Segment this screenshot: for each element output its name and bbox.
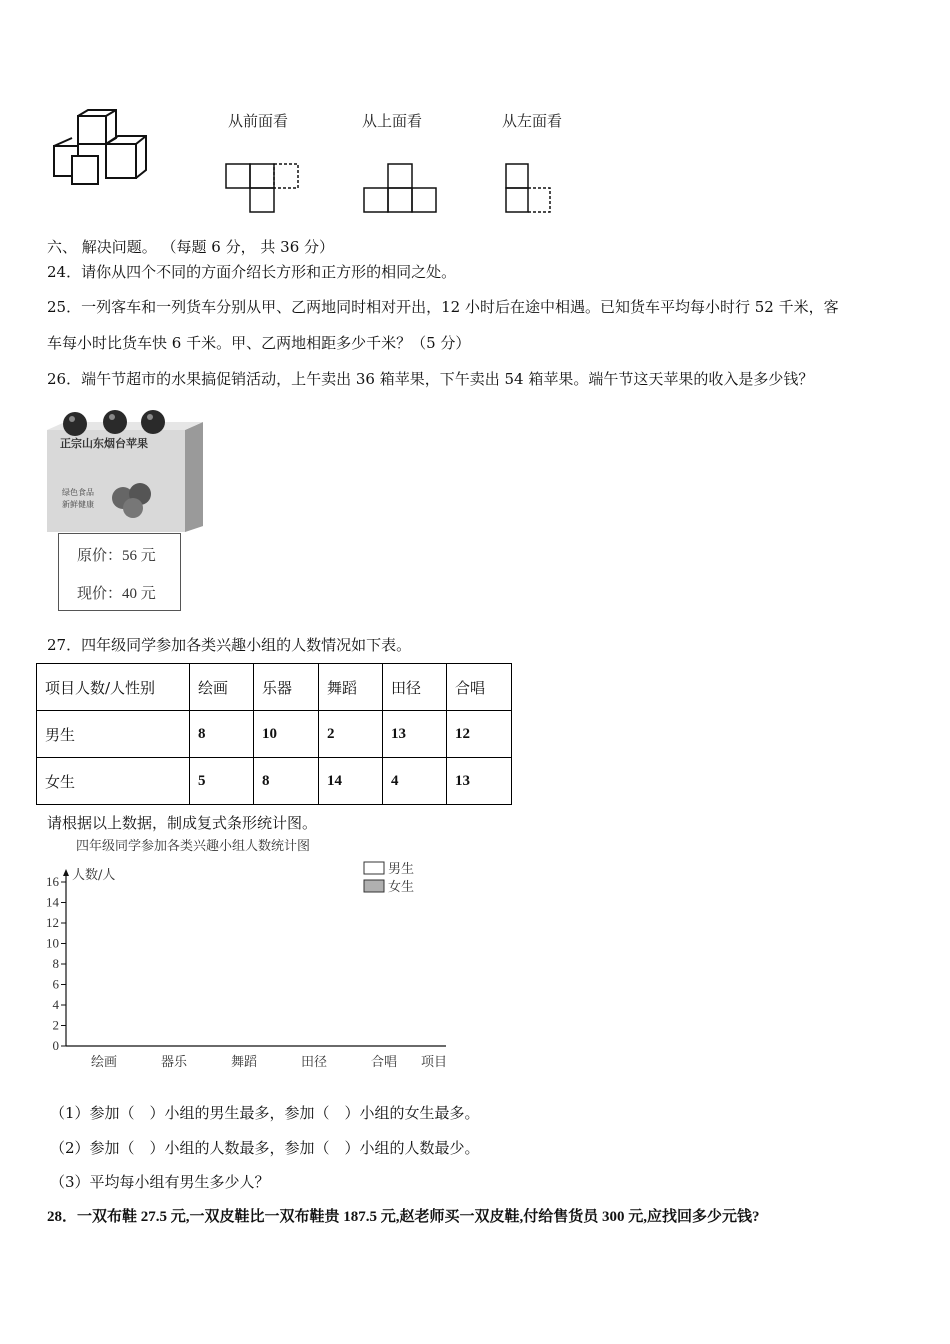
- y-tick-label: 12: [46, 915, 59, 930]
- row-label: 男生: [37, 711, 190, 758]
- table-header-cell: 乐器: [254, 664, 319, 711]
- table-cell: 8: [190, 711, 254, 758]
- top-view-drawing: [360, 160, 440, 216]
- table-row: [37, 711, 512, 758]
- table-header-row: [37, 664, 512, 711]
- x-category-label: 合唱: [370, 1055, 398, 1070]
- x-category-label: 绘画: [90, 1055, 118, 1070]
- chart-title: 四年级同学参加各类兴趣小组人数统计图: [76, 839, 311, 854]
- table-cell: 5: [190, 758, 254, 805]
- legend-swatch: [364, 862, 384, 874]
- y-tick-label: 2: [52, 1017, 59, 1033]
- y-tick-label: 4: [52, 997, 59, 1012]
- x-category-label: 器乐: [160, 1055, 188, 1070]
- question-25-line2: 车每小时比货车快 6 千米。甲、乙两地相距多少千米？（5 分）: [47, 334, 471, 352]
- table-header-cell: 田径: [383, 664, 447, 711]
- question-26: 26．端午节超市的水果搞促销活动，上午卖出 36 箱苹果，下午卖出 54 箱苹果。端午节这天苹果的收入是多少钱？: [47, 370, 814, 388]
- table-header-cell: 合唱: [447, 664, 512, 711]
- question-28: 28．一双布鞋 27.5 元,一双皮鞋比一双布鞋贵 187.5 元,赵老师买一双皮鞋,付给售货员 300 元,应找回多少元钱?: [47, 1209, 760, 1225]
- question-27-intro: 27．四年级同学参加各类兴趣小组的人数情况如下表。: [47, 636, 412, 654]
- interest-group-table: [36, 663, 512, 805]
- table-cell: 14: [319, 758, 383, 805]
- price-box: [58, 533, 181, 611]
- y-tick-label: 6: [52, 976, 59, 992]
- y-tick-label: 14: [46, 894, 59, 910]
- table-row: [37, 758, 512, 805]
- table-header-cell: 舞蹈: [319, 664, 383, 711]
- left-view-label: 从左面看: [502, 112, 563, 130]
- front-view-drawing: [222, 160, 302, 216]
- table-header-cell: 项目人数/人性别: [37, 664, 190, 711]
- section-heading: 六、 解决问题。 （每题 6 分， 共 36 分）: [47, 238, 335, 256]
- y-axis-arrow: [63, 869, 69, 876]
- table-cell: 10: [254, 711, 319, 758]
- y-tick-label: 8: [52, 956, 59, 971]
- chart-instruction: 请根据以上数据，制成复式条形统计图。: [47, 814, 318, 832]
- question-27-sub1: （1）参加（ ）小组的男生最多，参加（ ）小组的女生最多。: [50, 1104, 480, 1122]
- x-category-label: 田径: [300, 1055, 328, 1070]
- cube-stack-figure: [50, 108, 150, 188]
- table-header-cell: 绘画: [190, 664, 254, 711]
- table-cell: 12: [447, 711, 512, 758]
- row-label: 女生: [37, 758, 190, 805]
- table-cell: 13: [447, 758, 512, 805]
- table-cell: 13: [383, 711, 447, 758]
- table-cell: 2: [319, 711, 383, 758]
- table-cell: 4: [383, 758, 447, 805]
- apple-box-brand: 正宗山东烟台苹果: [60, 437, 148, 450]
- front-view-label: 从前面看: [228, 112, 289, 130]
- question-27-sub2: （2）参加（ ）小组的人数最多，参加（ ）小组的人数最少。: [50, 1139, 480, 1157]
- top-view-label: 从上面看: [362, 112, 423, 130]
- legend-label: 男生: [388, 862, 415, 877]
- apple-box-tag1: 绿色食品: [62, 488, 94, 497]
- apple-box-illustration: [45, 404, 207, 532]
- x-category-label: 舞蹈: [230, 1055, 258, 1070]
- y-tick-label: 0: [52, 1038, 59, 1053]
- current-price: 现价：40 元: [77, 586, 156, 602]
- legend-swatch: [364, 880, 384, 892]
- table-cell: 8: [254, 758, 319, 805]
- y-axis-label: 人数/人: [72, 868, 116, 883]
- original-price: 原价：56 元: [77, 548, 156, 564]
- left-view-drawing: [502, 160, 558, 216]
- x-axis-label: 项目: [420, 1055, 448, 1070]
- legend-label: 女生: [388, 880, 415, 895]
- y-tick-label: 16: [46, 874, 59, 889]
- question-24: 24．请你从四个不同的方面介绍长方形和正方形的相同之处。: [47, 263, 457, 281]
- y-tick-label: 10: [46, 935, 59, 951]
- blank-bar-chart: [36, 834, 456, 1074]
- apple-box-tag2: 新鲜健康: [62, 500, 94, 509]
- question-25-line1: 25．一列客车和一列货车分别从甲、乙两地同时相对开出，12 小时后在途中相遇。已知货车平均每小时行 52 千米，客: [47, 298, 839, 316]
- question-27-sub3: （3）平均每小组有男生多少人？: [50, 1173, 270, 1191]
